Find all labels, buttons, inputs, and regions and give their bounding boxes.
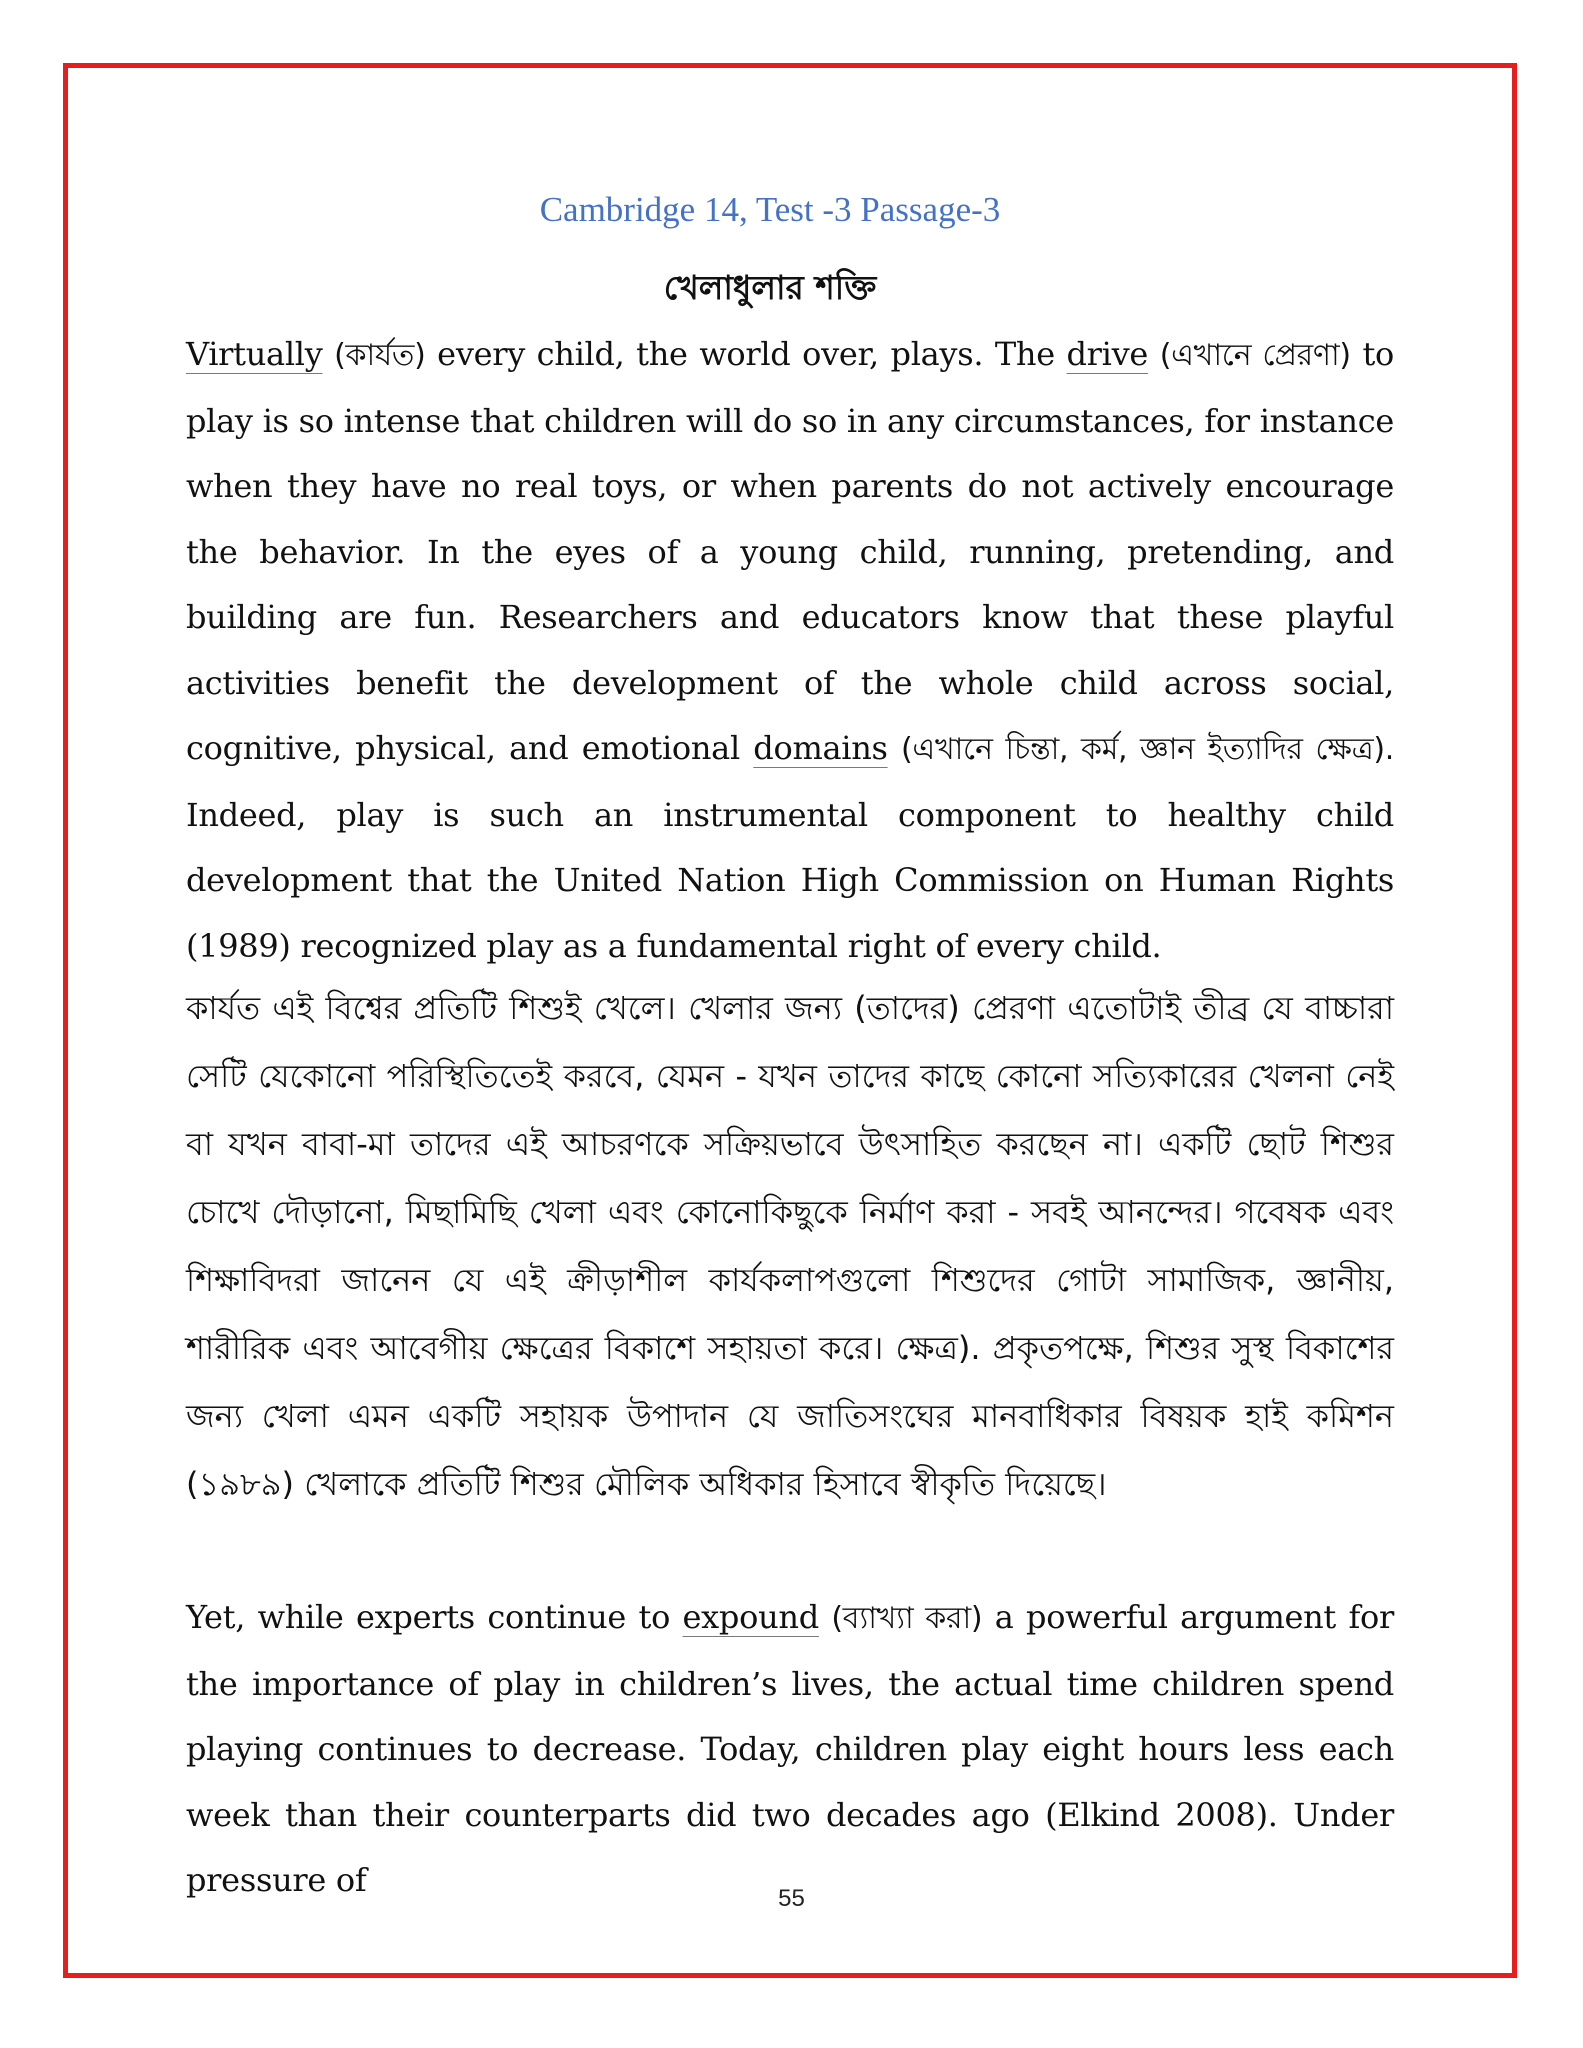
gloss-drive: (এখানে প্রেরণা) [1159,338,1351,373]
page-title: Cambridge 14, Test -3 Passage-3 [539,190,1001,229]
vocab-word-drive: drive [1066,335,1149,373]
vocab-word-domains: domains [753,729,888,767]
paragraph-text: every child, the world over, plays. The [425,335,1067,373]
paragraph-english-1 [186,322,1394,979]
paragraph-text: a powerful argument for the importance of play in children’s lives, the actual time children spend playing continues to decrease. Today, children play eight hours less each week than their counterparts did two decades ago (Elkind 2008). Under pressure of [186,1598,1394,1899]
paragraph-text: Indeed, play is such an instrumental component to healthy child development that the United Nation High Commission on Human Rights (1989) recognized play as a fundamental right of every child. [186,795,1394,965]
paragraph-text: Yet, while experts continue to [186,1598,683,1636]
gloss-domains: (এখানে চিন্তা, কর্ম, জ্ঞান ইত্যাদির ক্ষেত্র). [901,732,1394,767]
paragraph-text: to play is so intense that children will do so in any circumstances, for instance when they have no real toys, or when parents do not actively encourage the behavior. In the eyes of a young child, running, pretending, and building are fun. Researchers and educators know that these playful activities benefit the development of the whole child across social, cognitive, physical, and emotional [186,335,1395,767]
gloss-expound: (ব্যাখ্যা করা) [831,1601,983,1636]
gloss-virtually: (কার্যত) [334,338,426,373]
page-number: 55 [778,1885,805,1912]
paragraph-bengali-translation: কার্যত এই বিশ্বের প্রতিটি শিশুই খেলে। খেলার জন্য (তাদের) প্রেরণা এতোটাই তীব্র যে বাচ্চারা সেটি যেকোনো পরিস্থিতিতেই করবে, যেমন - যখন তাদের কাছে কোনো সত্যিকারের খেলনা নেই বা যখন বাবা-মা তাদের এই আচরণকে সক্রিয়ভাবে উৎসাহিত করছেন না। একটি ছোট শিশুর চোখে দৌড়ানো, মিছামিছি খেলা এবং কোনোকিছুকে নির্মাণ করা - সবই আনন্দের। গবেষক এবং শিক্ষাবিদরা জানেন যে এই ক্রীড়াশীল কার্যকলাপগুলো শিশুদের গোটা সামাজিক, জ্ঞানীয়, শারীরিক এবং আবেগীয় ক্ষেত্রের বিকাশে সহায়তা করে। ক্ষেত্র). প্রকৃতপক্ষে, শিশুর সুস্থ বিকাশের জন্য খেলা এমন একটি সহায়ক উপাদান যে জাতিসংঘের মানবাধিকার বিষয়ক হাই কমিশন (১৯৮৯) খেলাকে প্রতিটি শিশুর মৌলিক অধিকার হিসাবে স্বীকৃতি দিয়েছে। [186,989,1394,1503]
paragraph-english-2 [186,1585,1394,1914]
vocab-word-virtually: Virtually [186,335,323,373]
bengali-heading: খেলাধুলার শক্তি [663,268,877,307]
vocab-word-expound: expound [682,1598,819,1636]
